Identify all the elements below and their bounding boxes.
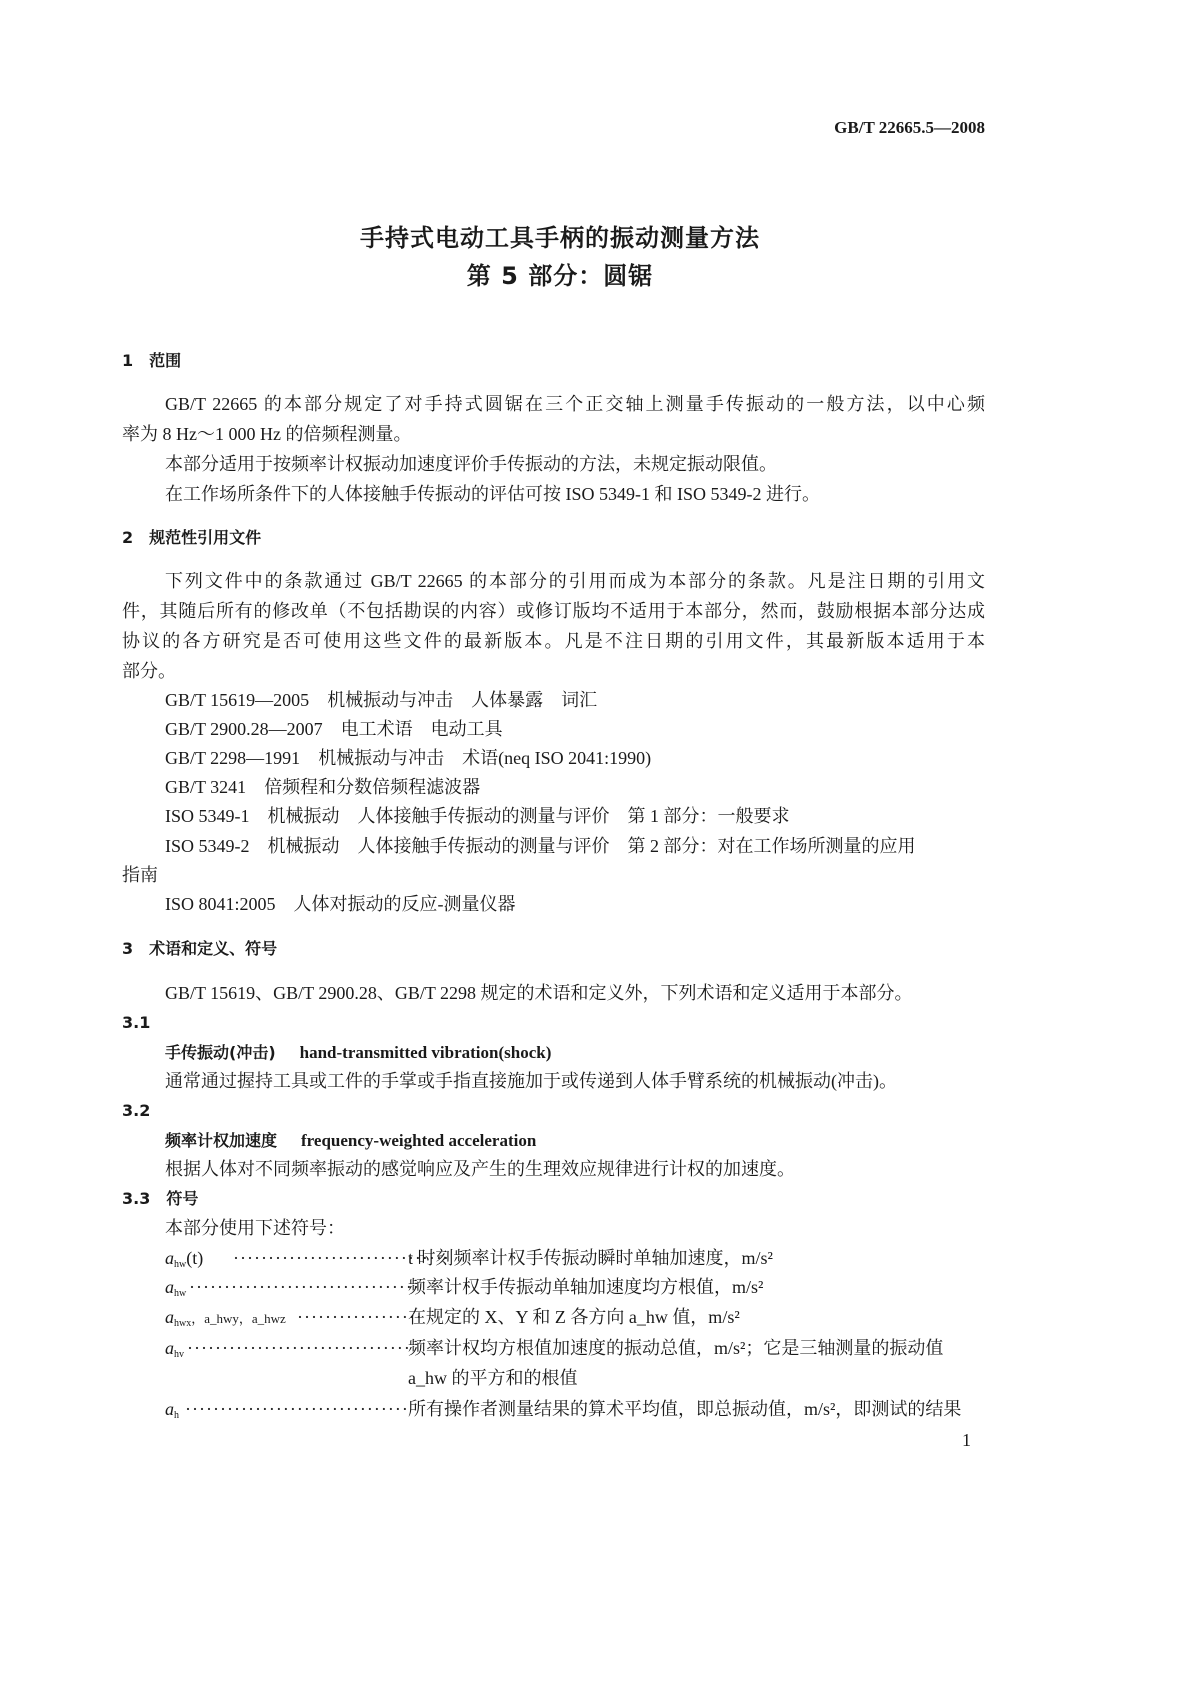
reference-item (165, 835, 916, 857)
leader-dots: ································ (187, 1338, 411, 1358)
symbol-description: 频率计权均方根值加速度的振动总值，m/s²；它是三轴测量的振动值 (408, 1338, 944, 1358)
reference-continuation: 指南 (122, 865, 158, 885)
reference-item (165, 776, 480, 798)
reference-item (165, 805, 790, 827)
reference-code: ISO 8041:2005 (165, 894, 276, 914)
paragraph-line: 本部分适用于按频率计权振动加速度评价手传振动的方法，未规定振动限值。 (165, 454, 777, 474)
term-en: hand-transmitted vibration(shock) (299, 1043, 552, 1062)
paragraph-line: 件，其随后所有的修改单（不包括勘误的内容）或修订版均不适用于本部分，然而，鼓励根据本部分达成 (122, 601, 985, 621)
paragraph-line: GB/T 22665 的本部分规定了对手持式圆锯在三个正交轴上测量手传振动的一般方法，以中心频 (165, 394, 985, 414)
symbol-description: 所有操作者测量结果的算术平均值，即总振动值，m/s²，即测试的结果 (408, 1399, 962, 1419)
symbol-row: $a_{hwx}$，a_hwy，a_hwz ·················· 在规定的 X、Y 和 Z 各方向 a_hw 值，m/s² (165, 1307, 740, 1329)
reference-title: 人体对振动的反应-测量仪器 (293, 894, 516, 914)
reference-code: ISO 5349-1 (165, 806, 250, 826)
reference-item (165, 747, 651, 769)
reference-item (165, 718, 503, 740)
symbol-row: $a_h$ ································ 所有操作者测量结果的算术平均值，即总振动值，m/s²，即测试的结果 (165, 1399, 962, 1421)
leader-dots: ································ (185, 1399, 409, 1419)
paragraph-line: 率为 8 Hz～1 000 Hz 的倍频程测量。 (122, 424, 412, 444)
reference-code: GB/T 2900.28—2007 (165, 719, 323, 739)
reference-title: 机械振动与冲击 术语(neq ISO 2041:1990) (318, 748, 652, 768)
term-en: frequency-weighted acceleration (301, 1131, 537, 1150)
symbol-description: 频率计权手传振动单轴加速度均方根值，m/s² (408, 1277, 764, 1297)
symbol-row: $a_{hv}$ ································ 频率计权均方根值加速度的振动总值，m/s²；它是三轴测量的振动值 (165, 1338, 944, 1360)
symbol-description-continuation: a_hw 的平方和的根值 (408, 1368, 578, 1388)
term-zh: 手传振动(冲击) (165, 1043, 276, 1062)
symbol-description: 在规定的 X、Y 和 Z 各方向 a_hw 值，m/s² (408, 1307, 740, 1327)
reference-code: GB/T 3241 (165, 777, 247, 797)
reference-title: 机械振动与冲击 人体暴露 词汇 (327, 690, 598, 710)
reference-code: ISO 5349-2 (165, 836, 250, 856)
term-definition: 根据人体对不同频率振动的感觉响应及产生的生理效应规律进行计权的加速度。 (165, 1159, 795, 1179)
reference-title: 电工术语 电动工具 (340, 719, 503, 739)
section-2-heading: 2 规范性引用文件 (122, 528, 262, 547)
reference-title: 机械振动 人体接触手传振动的测量与评价 第 1 部分：一般要求 (267, 806, 790, 826)
symbol-row: $a_{hw}$ ································· 频率计权手传振动单轴加速度均方根值，m/s² (165, 1277, 764, 1299)
term-zh: 频率计权加速度 (165, 1131, 278, 1150)
reference-code: GB/T 2298—1991 (165, 748, 301, 768)
section-1-heading: 1 范围 (122, 351, 182, 370)
reference-title: 倍频程和分数倍频程滤波器 (264, 777, 481, 797)
document-subtitle: 第 5 部分：圆锯 (466, 262, 654, 290)
symbol-description: t 时刻频率计权手传振动瞬时单轴加速度，m/s² (408, 1248, 773, 1268)
term-number: 3.1 (122, 1013, 151, 1032)
leader-dots: ································· (189, 1277, 420, 1297)
paragraph-line: 协议的各方研究是否可使用这些文件的最新版本。凡是不注日期的引用文件，其最新版本适用于本 (122, 631, 985, 651)
term-number: 3.2 (122, 1101, 151, 1120)
document-title: 手持式电动工具手柄的振动测量方法 (360, 224, 760, 252)
reference-title: 机械振动 人体接触手传振动的测量与评价 第 2 部分：对在工作场所测量的应用 (267, 836, 916, 856)
leader-dots: ······························· (233, 1248, 450, 1268)
symbols-intro: 本部分使用下述符号： (165, 1218, 345, 1238)
reference-code: GB/T 15619—2005 (165, 690, 310, 710)
standard-number: GB/T 22665.5—2008 (834, 118, 985, 137)
reference-item (165, 689, 597, 711)
paragraph-line: 部分。 (122, 661, 176, 681)
term-number: 3.3 符号 (122, 1189, 199, 1208)
section-3-heading: 3 术语和定义、符号 (122, 939, 278, 958)
page-number: 1 (962, 1430, 971, 1450)
reference-item (165, 893, 516, 915)
paragraph-line: 下列文件中的条款通过 GB/T 22665 的本部分的引用而成为本部分的条款。凡是注日期的引用文 (165, 571, 985, 591)
paragraph-line: 在工作场所条件下的人体接触手传振动的评估可按 ISO 5349-1 和 ISO 5349-2 进行。 (165, 484, 820, 504)
term-definition: 通常通过握持工具或工件的手掌或手指直接施加于或传递到人体手臂系统的机械振动(冲击)。 (165, 1071, 897, 1091)
paragraph-line: GB/T 15619、GB/T 2900.28、GB/T 2298 规定的术语和定义外，下列术语和定义适用于本部分。 (165, 983, 913, 1003)
leader-dots: ·················· (297, 1307, 423, 1327)
symbol-row: $a_{hw}(t)$ ······························· t 时刻频率计权手传振动瞬时单轴加速度，m/s² (165, 1248, 773, 1270)
